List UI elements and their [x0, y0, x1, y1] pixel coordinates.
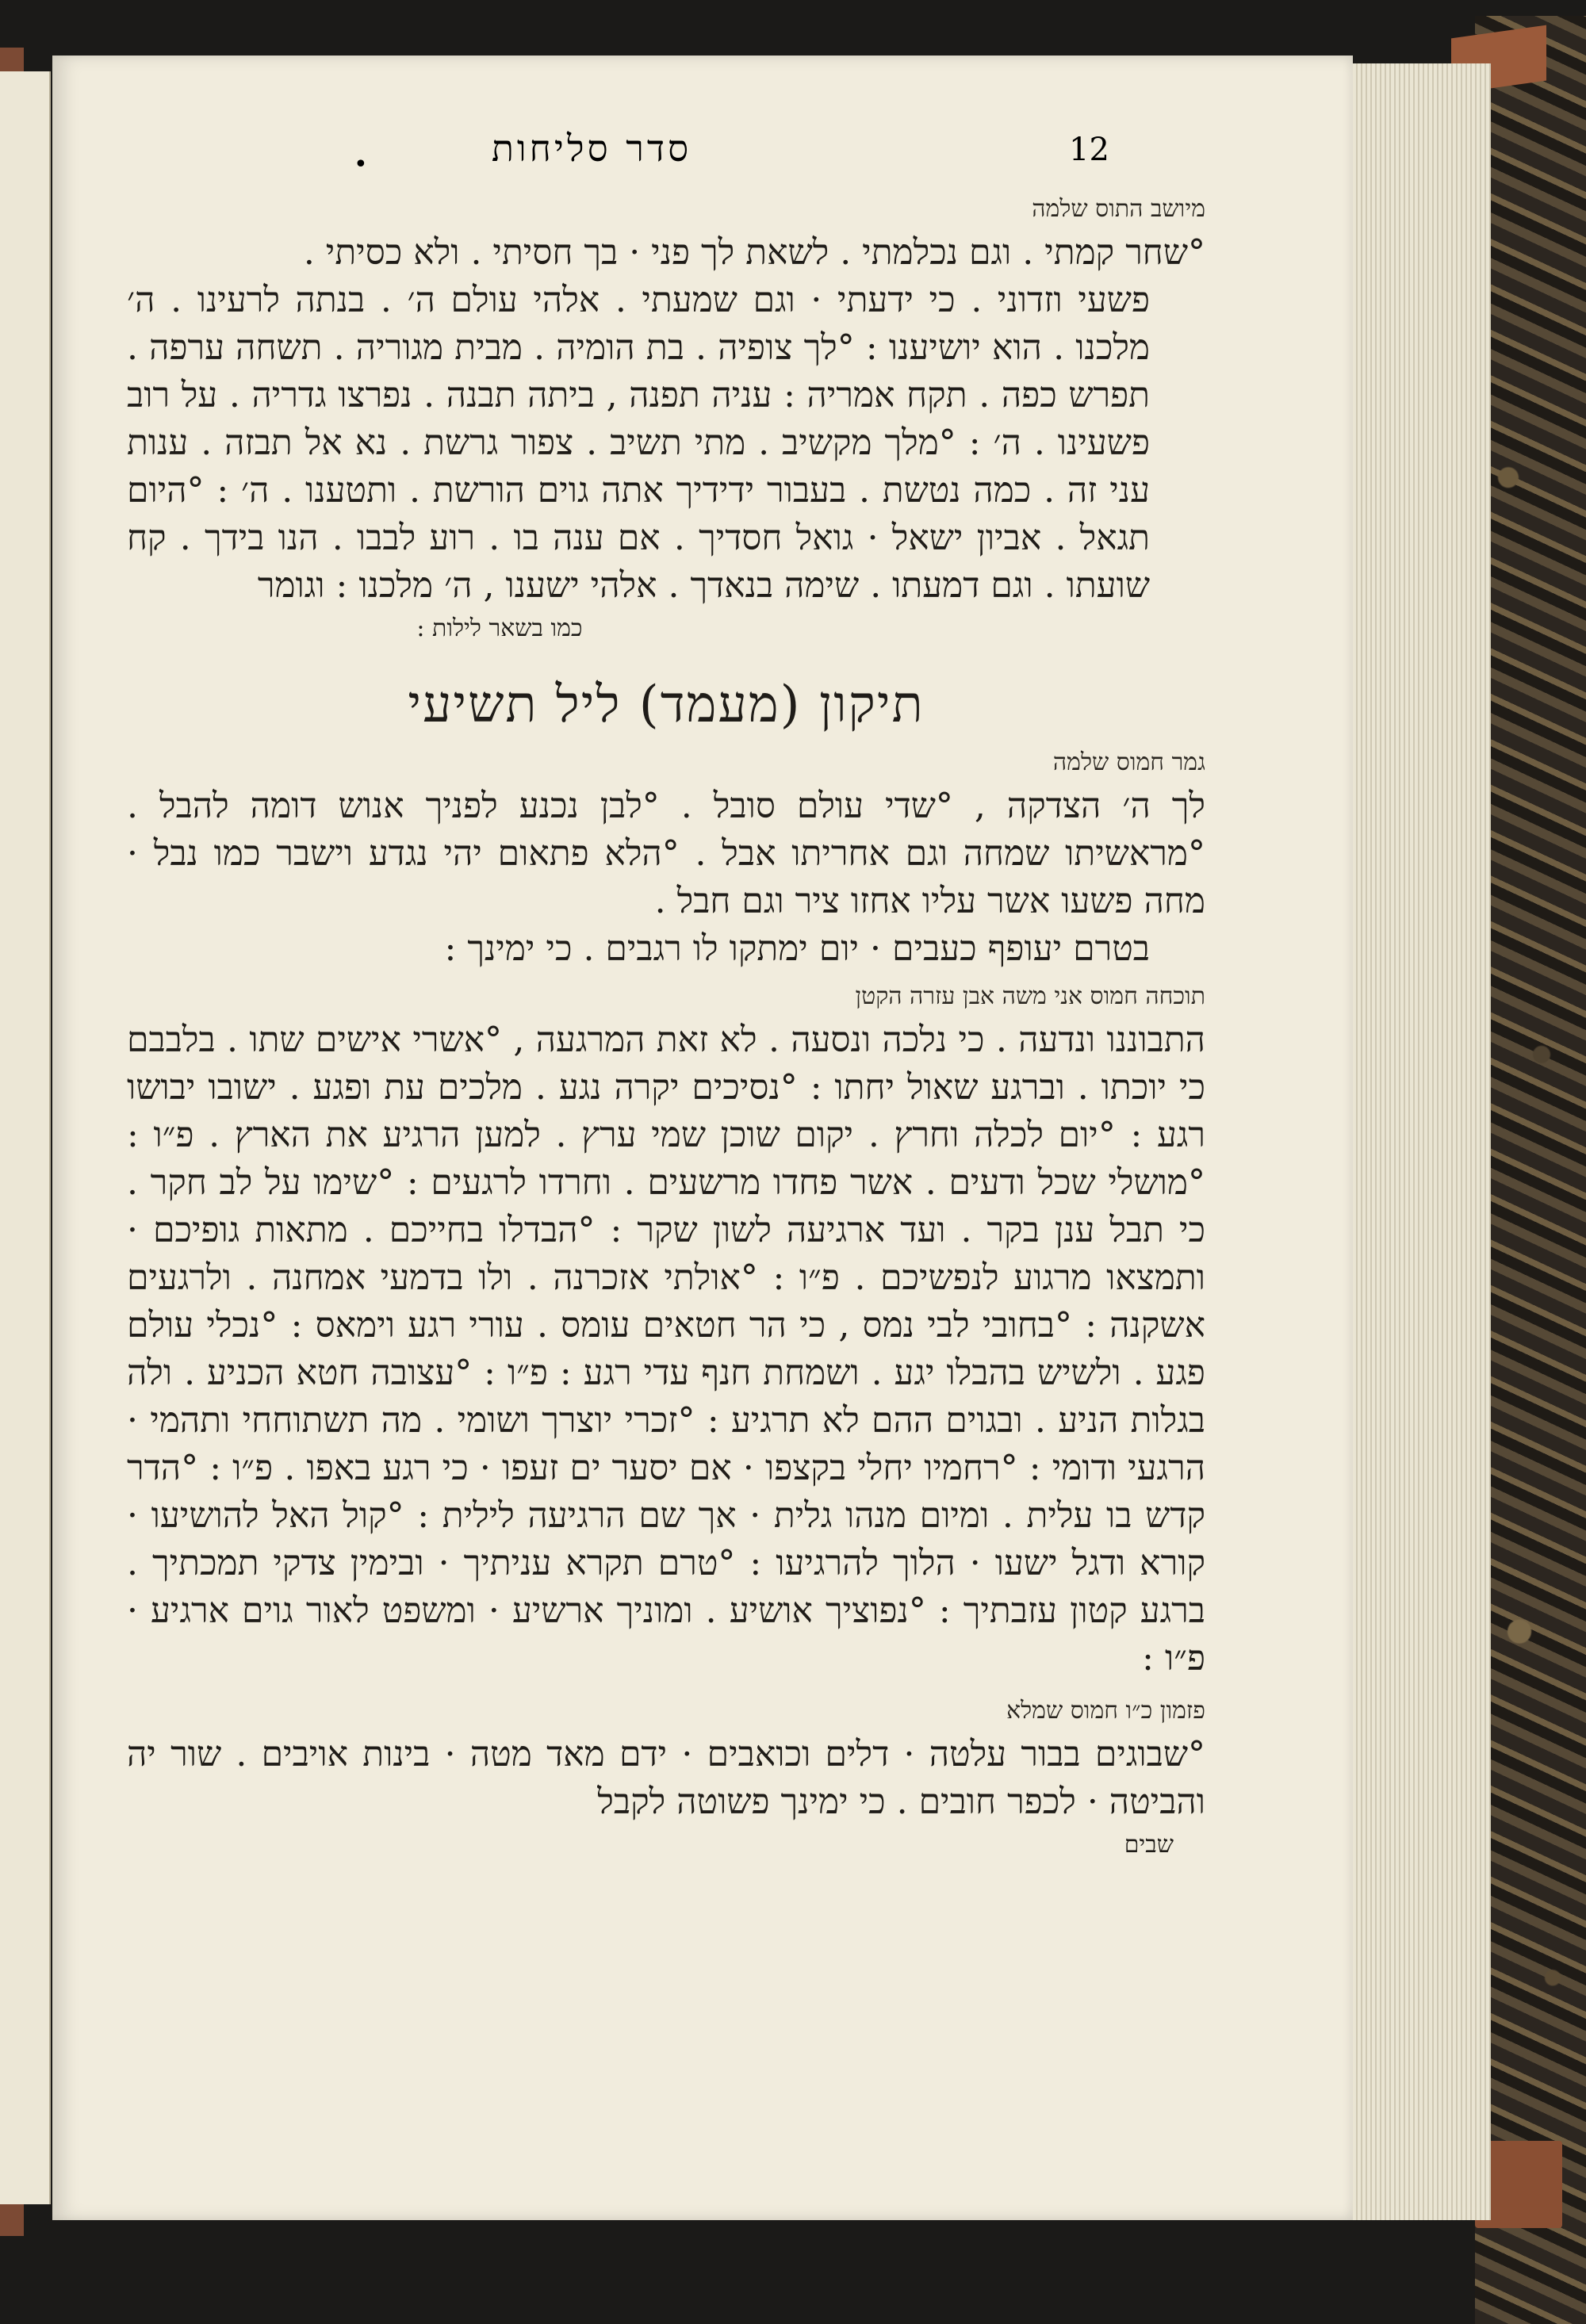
verse-line: בטרם יעופף כעבים · יום ימתקו לו רגבים . כי ימינך : [444, 928, 1150, 969]
dot-ornament: • [354, 151, 368, 178]
running-title: סדר סליחות [491, 127, 692, 170]
book-cover-marbled [1475, 16, 1586, 2324]
book-page [52, 56, 1353, 2220]
verse-paragraph: התבוננו ונדעה . כי נלכה ונסעה . לא זאת המרגעה , °אשרי אישים שתו . בלבבם כי יוכתו . וברגע שאול יחתו : °נסיכים יקרה נגע . מלכים עת ופגע . ישובו יבושו רגע : °יום לכלה וחרץ . יקום שוכן שמי ערץ . למען הרגיע את הארץ . פ״ו : °מושלי שכל ודעים . אשר פחדו מרשעים . וחרדו לרגעים : °שימו על לב חקר . כי תבל ענן בקר . ועד ארגיעה לשון שקר : °הבדלו בחייכם . מתאות גופיכם · ותמצאו מרגוע לנפשיכם . פ״ו : °אולתי אזכרנה . ולו בדמעי אמחנה . ולרגעים אשקנה : °בחובי לבי נמס , כי הר חטאים עומס . עורי רגע וימאס : °נכלי עולם פגע . ולשיש בהבלו יגע . ושמחת חנף עדי רגע : פ״ו : °עצובה חטא הכניע . ולה בגלות הניע . ובגוים ההם לא תרגיע : °זכרי יוצרך ושומי . מה תשתוחחי ותהמי · הרגעי ודומי : °רחמיו יחלי בקצפו · אם יסער ים זעפו · כי רגע באפו . פ״ו : °הדר קדש בו עלית . ומיום מנהו גלית · אך שם הרגיעה לילית : °קול האל להושיעו · קורא ודגל ישעו · הלוך להרגיעו : °טרם תקרא עניתיך · ובימין צדקי תמכתיך . ברגע קטון עזבתיך : °נפוציך אושיע . ומוניך ארשיע · ומשפט לאור גוים ארגיע · פ״ו : [127, 1020, 1205, 1679]
rubric-note: כמו בשאר לילות : [416, 615, 583, 642]
section-header: תוכחה חמוס אני משה אבן עזרה הקטן [855, 982, 1205, 1010]
section-title: תיקון (מעמד) ליל תשיעי [408, 676, 925, 734]
verse-paragraph: פשעי וזדוני . כי ידעתי · וגם שמעתי . אלהי עולם ה׳ . בנתה לרעינו . ה׳ מלכנו . הוא יושיענו : °לך צופיה . בת הומיה . מבית מגוריה . תשחה ערפה . תפרש כפה . תקח אמריה : עניה תפנה , ביתה תבנה . נפרצו גדריה . על רוב פשעינו . ה׳ : °מלך מקשיב . מתי תשיב . צפור גרשת . נא אל תבזה . ענות עני זה . כמה נטשת . בעבור ידידיך אתה גוים הורשת . ותטענו . ה׳ : °היום תגאל . אביון ישאל · גואל חסדיך . אם ענה בו . רוע לבבו . הנו בידך . קח שועתו . וגם דמעתו . שימה בנאדך . אלהי ישענו , ה׳ מלכנו : וגומר [127, 280, 1150, 606]
catchword: שבים [1124, 1831, 1174, 1859]
section-header: גמר חמוס שלמה [1052, 749, 1205, 776]
verse-paragraph: °שבוגים בבור עלטה · דלים וכואבים · ידם מאד מטה · בינות אויבים . שור יה והביטה · לכפר חובים . כי ימינך פשוטה לקבל [127, 1734, 1205, 1822]
page-edges [1348, 63, 1491, 2220]
section-header: מיושב התוס שלמה [1032, 195, 1205, 223]
page-number: 12 [1069, 132, 1109, 168]
running-head [52, 127, 1131, 182]
left-page-edge [0, 71, 51, 2204]
section-header: פזמון כ״ו חמוס שמלא [1006, 1697, 1205, 1725]
verse-paragraph: לך ה׳ הצדקה , °שדי עולם סובל . °לבן נכנע לפניך אנוש דומה להבל . °מראשיתו שמחה וגם אחריתו אבל . °הלא פתאום יהי נגדע וישבר כמו נבל · מחה פשעו אשר עליו אחזו ציר וגם חבל . [127, 786, 1205, 921]
verse-line-lead: °שחר קמתי . וגם נכלמתי . לשאת לך פני · בך חסיתי . ולא כסיתי . [303, 232, 1205, 273]
page-text [127, 195, 1205, 1859]
